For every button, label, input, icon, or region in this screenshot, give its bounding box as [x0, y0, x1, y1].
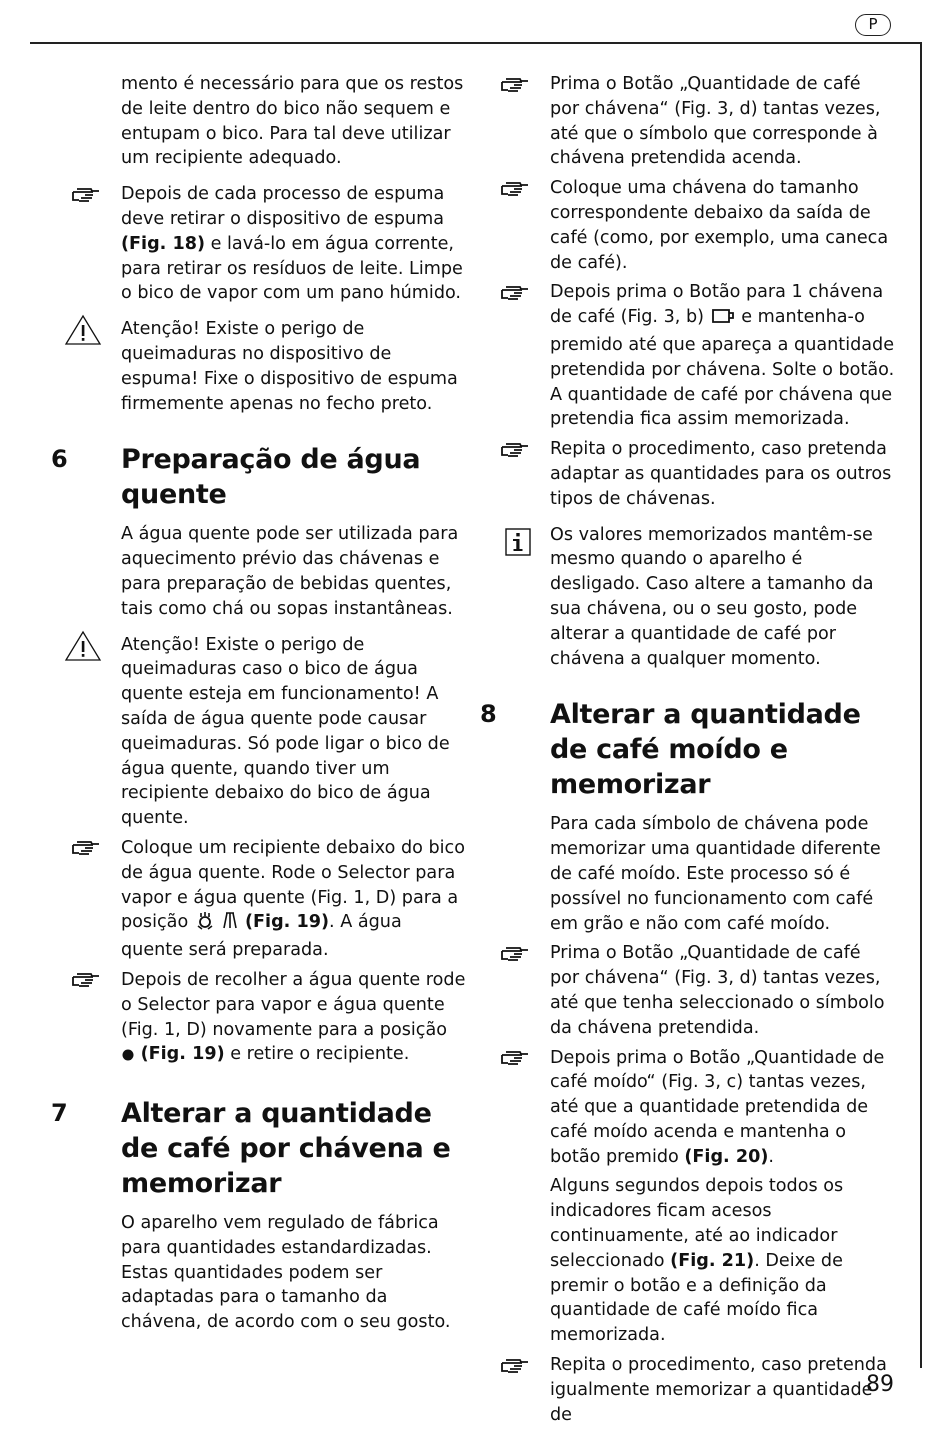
section-heading [480, 697, 895, 802]
right-margin-rule [920, 42, 922, 1368]
figure-reference: (Fig. 19) [245, 912, 330, 933]
section-intro-block [121, 522, 466, 621]
instruction-step [550, 1353, 895, 1427]
figure-reference: (Fig. 20) [684, 1146, 769, 1167]
warning-text: Atenção! Existe o perigo de queimaduras caso o bico de água quente esteja em funcionamento! A saída de água quente pode causar queimaduras. Só pode ligar o bico de água quente, quando tiver um recipiente debaixo do bico de água quente. [121, 634, 450, 829]
intro-paragraph: mento é necessário para que os restos de leite dentro do bico não sequem e entupam o bico. Para tal deve utilizar um recipiente adequado. [121, 74, 464, 169]
instruction-step [550, 941, 895, 1040]
pointing-hand-icon [496, 1046, 536, 1071]
section-title: Preparação de água quente [121, 444, 421, 511]
warning-text: Atenção! Existe o perigo de queimaduras no dispositivo de espuma! Fixe o dispositivo de espuma firmemente apenas no fecho preto. [121, 319, 458, 414]
page-number: 89 [866, 1372, 894, 1397]
info-block [550, 523, 895, 672]
instruction-step: Depois prima o Botão para 1 chávena de café (Fig. 3, b) e mantenha-o premido até que apareça a quantidade pretendida por chávena. Solte o botão. A quantidade de café por chávena que pretendia fica assim memorizada. [550, 280, 895, 432]
instruction-step [550, 176, 895, 275]
section-intro: O aparelho vem regulado de fábrica para quantidades estandardizadas. Estas quantidades podem ser adaptadas para o tamanho da chávena, de acordo com o seu gosto. [121, 1213, 451, 1333]
pointing-hand-icon [496, 176, 536, 201]
instruction-step: Depois de recolher a água quente rode o Selector para vapor e água quente (Fig. 1, D) novamente para a posição (Fig. 19) e retire o recipiente. [121, 968, 466, 1070]
step-text: Coloque uma chávena do tamanho correspondente debaixo da saída de café (como, por exemplo, uma caneca de café). [550, 178, 889, 273]
hot-water-icon [221, 910, 239, 938]
result-paragraph-block: Alguns segundos depois todos os indicadores ficam acesos continuamente, até ao indicador seleccionado (Fig. 21). Deixe de premir o botão e a definição da quantidade de café moído fica memorizada. [550, 1176, 844, 1346]
result-text: Alguns segundos depois todos os indicadores ficam acesos continuamente, até ao indicador seleccionado [550, 1176, 844, 1271]
pointing-hand-icon [496, 941, 536, 966]
pointing-hand-icon [67, 182, 107, 207]
pointing-hand-icon [67, 836, 107, 861]
figure-reference: (Fig. 19) [140, 1044, 225, 1065]
warning-block [121, 633, 466, 831]
header-rule [30, 42, 922, 44]
froth-step-text: Depois de cada processo de espuma deve retirar o dispositivo de espuma [121, 184, 445, 229]
step-text: Prima o Botão „Quantidade de café por chávena“ (Fig. 3, d) tantas vezes, até que tenha seleccionado o símbolo da chávena pretendida. [550, 943, 885, 1038]
figure-reference: (Fig. 21) [670, 1250, 755, 1271]
instruction-step: Coloque um recipiente debaixo do bico de água quente. Rode o Selector para vapor e água quente (Fig. 1, D) para a posição (Fig. 19). A água quente será preparada. [121, 836, 466, 963]
pointing-hand-icon [496, 280, 536, 305]
section-title: Alterar a quantidade de café por chávena e memorizar [121, 1098, 451, 1200]
section-heading [51, 442, 466, 512]
pointing-hand-icon [496, 72, 536, 97]
section-intro: A água quente pode ser utilizada para aquecimento prévio das chávenas e para preparação de bebidas quentes, tais como chá ou sopas instantâneas. [121, 524, 459, 619]
info-text: Os valores memorizados mantêm-se mesmo quando o aparelho é desligado. Caso altere a tamanho da sua chávena, ou o seu gosto, pode alterar a quantidade de café por chávena a qualquer momento. [550, 524, 874, 669]
instruction-step [550, 437, 895, 511]
instruction-step: Depois prima o Botão „Quantidade de café moído“ (Fig. 3, c) tantas vezes, até que a quantidade pretendida de café moído acenda e mantenha o botão premido (Fig. 20). [550, 1046, 895, 1170]
figure-reference: (Fig. 18) [121, 233, 206, 254]
warning-triangle-icon [63, 313, 103, 347]
step-text: Depois prima o Botão para 1 chávena de café (Fig. 3, b) [550, 282, 884, 328]
section-title: Alterar a quantidade de café moído e memorizar [550, 699, 861, 801]
intro-paragraph-block [121, 72, 466, 171]
step-text: Depois prima o Botão „Quantidade de café moído“ (Fig. 3, c) tantas vezes, até que a quantidade pretendida de café moído acenda e mantenha o botão premido [550, 1047, 885, 1167]
off-position-dot-icon [121, 1045, 135, 1070]
section-intro-block [121, 1211, 466, 1335]
right-column [480, 72, 895, 1432]
instruction-step [550, 72, 895, 171]
step-text: Coloque um recipiente debaixo do bico de água quente. Rode o Selector para vapor e água quente (Fig. 1, D) para a posição [121, 837, 465, 933]
pointing-hand-icon [496, 437, 536, 462]
step-text: Depois de recolher a água quente rode o Selector para vapor e água quente (Fig. 1, D) novamente para a posição [121, 969, 466, 1040]
steam-position-icon [194, 910, 216, 938]
warning-triangle-icon [63, 629, 103, 663]
step-text: Prima o Botão „Quantidade de café por chávena“ (Fig. 3, d) tantas vezes, até que o símbolo que corresponde à chávena pretendida acenda. [550, 74, 881, 169]
step-text: Repita o procedimento, caso pretenda igualmente memorizar a quantidade de [550, 1355, 887, 1425]
section-intro-block [550, 812, 895, 936]
pointing-hand-icon [67, 968, 107, 993]
left-column [51, 72, 466, 1340]
language-badge: P [855, 14, 891, 36]
section-intro: Para cada símbolo de chávena pode memorizar uma quantidade diferente de café moído. Este processo só é possível no funcionamento com café em grão e não com café moído. [550, 814, 881, 934]
section-heading [51, 1096, 466, 1201]
section-number: 6 [51, 445, 68, 474]
info-icon [498, 527, 538, 557]
section-number: 8 [480, 700, 497, 729]
warning-block [121, 317, 466, 416]
instruction-step: Depois de cada processo de espuma deve retirar o dispositivo de espuma (Fig. 18) e lavá-lo em água corrente, para retirar os resíduos de leite. Limpe o bico de vapor com um pano húmido. [121, 182, 466, 306]
pointing-hand-icon [496, 1353, 536, 1378]
step-text: Repita o procedimento, caso pretenda adaptar as quantidades para os outros tipos de chávenas. [550, 439, 892, 509]
cup-icon [710, 307, 736, 333]
section-number: 7 [51, 1099, 68, 1128]
